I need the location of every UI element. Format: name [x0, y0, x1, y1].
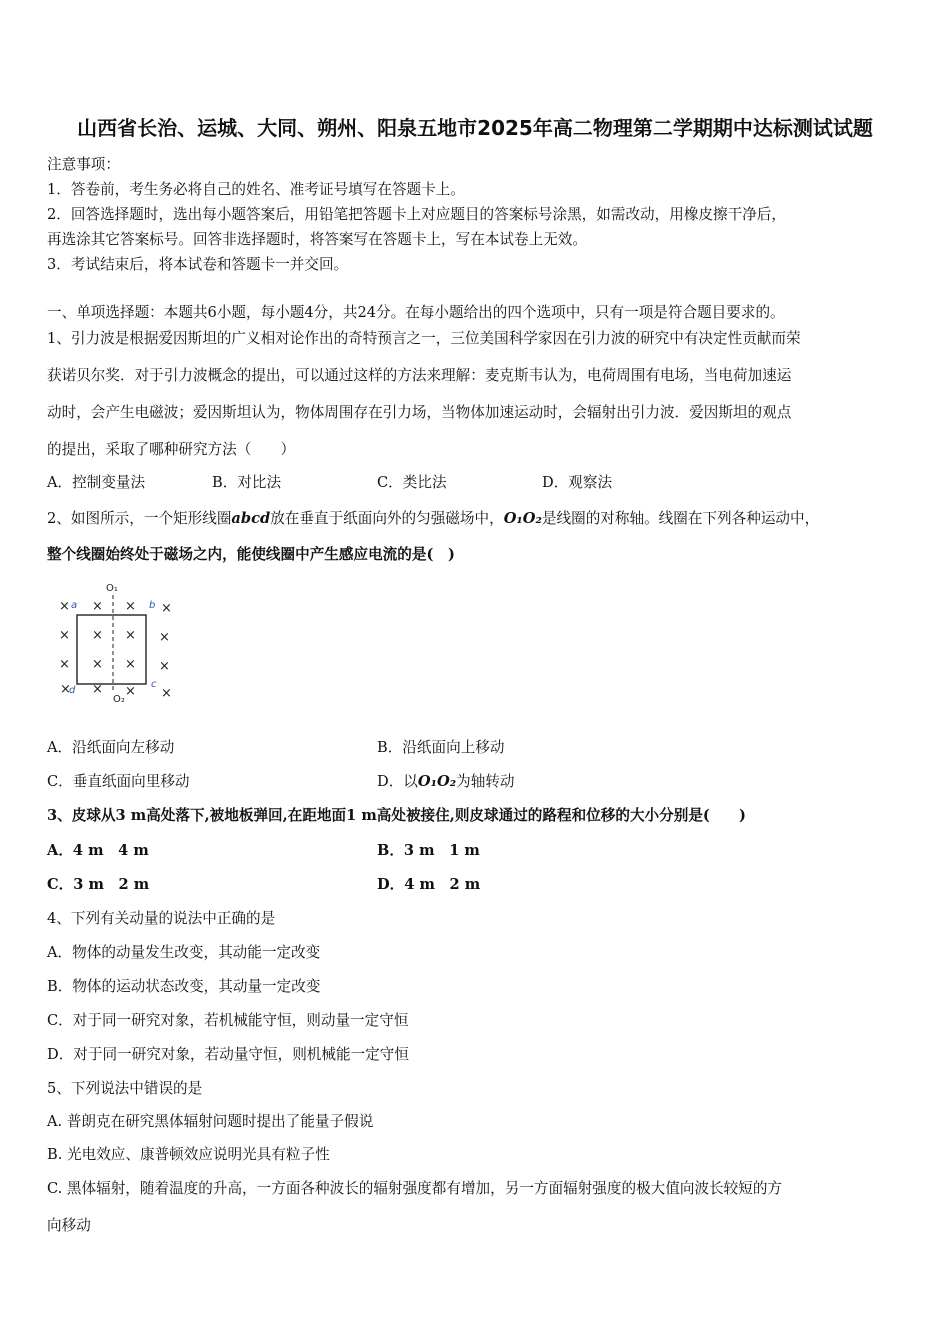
coil-diagram: [55, 575, 185, 705]
q1-line-4: 的提出，采取了哪种研究方法（ ）: [47, 441, 296, 458]
q4-option-d: D．对于同一研究对象，若动量守恒，则机械能一定守恒: [47, 1046, 409, 1063]
q4-line-1: 4、下列有关动量的说法中正确的是: [47, 910, 276, 927]
q3-line-1: 3、皮球从3 m高处落下,被地板弹回,在距地面1 m高处被接住,则皮球通过的路程和位移的大小分别是( ): [47, 807, 746, 824]
q5-option-c-line-2: 向移动: [47, 1217, 91, 1234]
q2-coil-name: abcd: [231, 510, 271, 527]
q2-option-d-axis: O₁O₂: [417, 773, 457, 790]
q2-line-2: 整个线圈始终处于磁场之内，能使线圈中产生感应电流的是( ): [47, 546, 455, 563]
label-c: c: [151, 679, 157, 690]
field-mark: ×: [161, 601, 172, 616]
notice-item-1: 1．答卷前，考生务必将自己的姓名、准考证号填写在答题卡上。: [47, 181, 465, 198]
q2-option-d-pre: D．以: [377, 773, 418, 790]
field-mark: ×: [125, 684, 136, 699]
q5-option-c-line-1: C. 黑体辐射，随着温度的升高，一方面各种波长的辐射强度都有增加，另一方面辐射强度的极大值向波长较短的方: [47, 1180, 783, 1197]
q2-option-a: A．沿纸面向左移动: [47, 739, 175, 756]
notice-item-2b: 再选涂其它答案标号。回答非选择题时，将答案写在答题卡上，写在本试卷上无效。: [47, 231, 587, 248]
field-mark: ×: [125, 599, 136, 614]
coil-rectangle: [77, 615, 146, 684]
q1-line-1: 1、引力波是根据爱因斯坦的广义相对论作出的奇特预言之一，三位美国科学家因在引力波的研究中有决定性贡献而荣: [47, 330, 801, 347]
q2-line-1: [47, 507, 819, 528]
notice-item-3: 3．考试结束后，将本试卷和答题卡一并交回。: [47, 256, 349, 273]
q2-option-b: B．沿纸面向上移动: [377, 739, 505, 756]
field-mark: ×: [59, 628, 70, 643]
q1-option-d: D．观察法: [542, 474, 613, 491]
field-mark: ×: [125, 657, 136, 672]
q1-option-a: A．控制变量法: [47, 474, 146, 491]
field-mark: ×: [59, 599, 70, 614]
page-title: 山西省长治、运城、大同、朔州、阳泉五地市2025年高二物理第二学期期中达标测试试题: [77, 116, 873, 140]
q5-option-b: B. 光电效应、康普顿效应说明光具有粒子性: [47, 1146, 330, 1163]
field-mark: ×: [125, 628, 136, 643]
field-mark: ×: [159, 659, 170, 674]
label-a: a: [71, 600, 78, 611]
section-heading: 一、单项选择题：本题共6小题，每小题4分，共24分。在每小题给出的四个选项中，只有一项是符合题目要求的。: [47, 304, 785, 321]
q5-option-a: A. 普朗克在研究黑体辐射问题时提出了能量子假说: [47, 1113, 374, 1130]
notice-heading: 注意事项：: [47, 156, 120, 173]
label-o1: O₁: [106, 583, 118, 594]
label-d: d: [69, 685, 76, 696]
field-mark: ×: [161, 686, 172, 701]
q1-line-2: 获诺贝尔奖．对于引力波概念的提出，可以通过这样的方法来理解：麦克斯韦认为，电荷周围有电场，当电荷加速运: [47, 367, 792, 384]
q2-text-a: 2、如图所示，一个矩形线圈: [47, 510, 232, 527]
q1-option-b: B．对比法: [212, 474, 282, 491]
q2-axis-name: O₁O₂: [503, 510, 542, 527]
q3-option-c: C．3 m 2 m: [47, 876, 150, 893]
q1-line-3: 动时，会产生电磁波；爱因斯坦认为，物体周围存在引力场，当物体加速运动时，会辐射出引力波．爱因斯坦的观点: [47, 404, 792, 421]
q2-text-c: 放在垂直于纸面向外的匀强磁场中，: [270, 510, 504, 527]
q2-option-d-post: 为轴转动: [456, 773, 515, 790]
q4-option-b: B．物体的运动状态改变，其动量一定改变: [47, 978, 321, 995]
field-mark: ×: [92, 682, 103, 697]
q2-option-c: C．垂直纸面向里移动: [47, 773, 190, 790]
q1-option-c: C．类比法: [377, 474, 447, 491]
q3-option-a: A．4 m 4 m: [47, 842, 149, 859]
notice-item-2a: 2．回答选择题时，选出每小题答案后，用铅笔把答题卡上对应题目的答案标号涂黑，如需改动，用橡皮擦干净后，: [47, 206, 786, 223]
field-mark: ×: [92, 599, 103, 614]
field-mark: ×: [159, 630, 170, 645]
q3-option-b: B．3 m 1 m: [377, 842, 480, 859]
q4-option-a: A．物体的动量发生改变，其动能一定改变: [47, 944, 321, 961]
q2-text-e: 是线圈的对称轴。线圈在下列各种运动中，: [541, 510, 820, 527]
field-mark: ×: [92, 628, 103, 643]
q4-option-c: C．对于同一研究对象，若机械能守恒，则动量一定守恒: [47, 1012, 409, 1029]
field-mark: ×: [60, 682, 71, 697]
field-mark: ×: [92, 657, 103, 672]
q5-line-1: 5、下列说法中错误的是: [47, 1080, 203, 1097]
label-o2: O₂: [113, 694, 125, 705]
q3-option-d: D．4 m 2 m: [377, 876, 481, 893]
label-b: b: [149, 600, 156, 611]
field-mark: ×: [59, 657, 70, 672]
q2-option-d: [377, 770, 515, 791]
